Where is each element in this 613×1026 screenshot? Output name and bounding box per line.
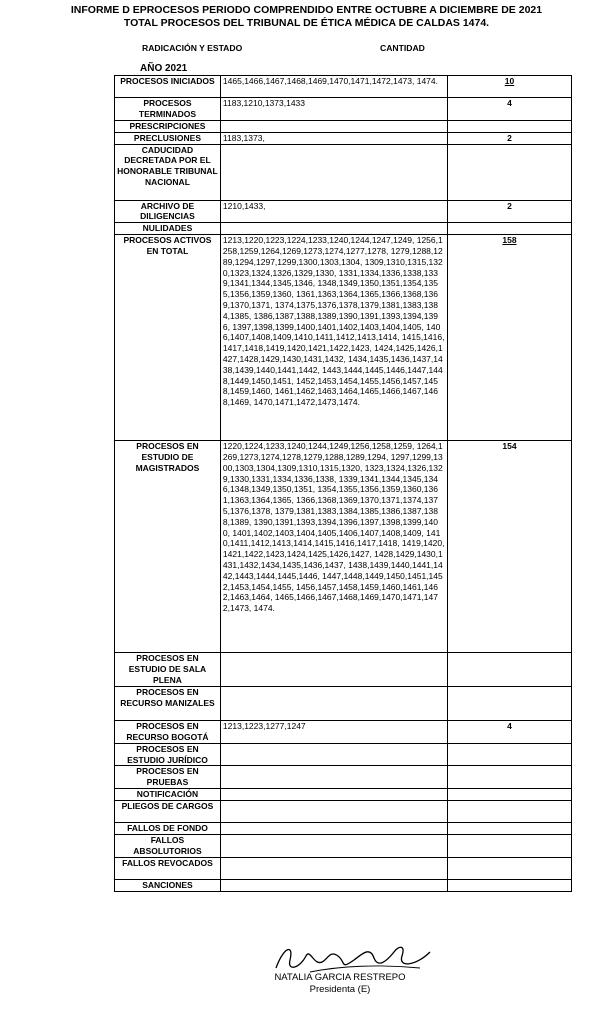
row-label: PROCESOS EN RECURSO MANIZALES (115, 687, 221, 721)
table-row (115, 687, 572, 721)
table-row (115, 800, 572, 822)
row-label: PROCESOS INICIADOS (115, 76, 221, 98)
row-qty: 4 (447, 98, 571, 121)
row-label: CADUCIDAD DECRETADA POR EL HONORABLE TRIBUNAL NACIONAL (115, 144, 221, 200)
table-row (115, 76, 572, 98)
signatory-role: Presidenta (E) (309, 984, 371, 995)
row-label: FALLOS REVOCADOS (115, 857, 221, 879)
row-qty (447, 879, 571, 891)
signatory-name: NATALIA GARCIA RESTREPO (274, 972, 406, 983)
row-label: PRECLUSIONES (115, 132, 221, 144)
table-row (115, 653, 572, 687)
table-row (115, 743, 572, 766)
row-ids: 1210,1433, (220, 200, 447, 223)
row-label: PROCESOS EN ESTUDIO JURÍDICO (115, 743, 221, 766)
row-ids (220, 788, 447, 800)
row-qty (447, 687, 571, 721)
row-qty: 154 (447, 441, 571, 653)
row-qty (447, 834, 571, 857)
table-row (115, 857, 572, 879)
process-table (114, 75, 572, 892)
row-ids: 1183,1373, (220, 132, 447, 144)
row-label: PROCESOS EN PRUEBAS (115, 766, 221, 789)
table-row (115, 223, 572, 235)
table-row (115, 788, 572, 800)
row-qty (447, 743, 571, 766)
row-label: PRESCRIPCIONES (115, 120, 221, 132)
report-title-line1: INFORME D EPROCESOS PERIODO COMPRENDIDO ENTRE OCTUBRE A DICIEMBRE DE 2021 (70, 4, 543, 16)
table-row (115, 235, 572, 441)
row-ids (220, 743, 447, 766)
row-ids (220, 120, 447, 132)
table-row (115, 441, 572, 653)
table-row (115, 144, 572, 200)
row-qty: 2 (447, 132, 571, 144)
row-ids (220, 653, 447, 687)
row-qty: 10 (447, 76, 571, 98)
row-qty (447, 788, 571, 800)
row-ids (220, 687, 447, 721)
row-label: ARCHIVO DE DILIGENCIAS (115, 200, 221, 223)
table-row (115, 200, 572, 223)
row-ids (220, 822, 447, 834)
row-ids: 1465,1466,1467,1468,1469,1470,1471,1472,1473, 1474. (220, 76, 447, 98)
row-ids: 1213,1223,1277,1247 (220, 721, 447, 744)
row-qty (447, 857, 571, 879)
row-qty: 158 (447, 235, 571, 441)
row-qty (447, 653, 571, 687)
row-qty (447, 223, 571, 235)
table-row (115, 98, 572, 121)
report-title-line2: TOTAL PROCESOS DEL TRIBUNAL DE ÉTICA MÉDICA DE CALDAS 1474. (123, 17, 490, 29)
row-label: NULIDADES (115, 223, 221, 235)
table-row (115, 766, 572, 789)
row-qty (447, 800, 571, 822)
row-qty: 4 (447, 721, 571, 744)
row-qty (447, 120, 571, 132)
row-label: PLIEGOS DE CARGOS (115, 800, 221, 822)
row-qty: 2 (447, 200, 571, 223)
row-ids (220, 834, 447, 857)
header-radicacion: RADICACIÓN Y ESTADO (142, 43, 243, 53)
row-ids (220, 800, 447, 822)
row-label: FALLOS ABSOLUTORIOS (115, 834, 221, 857)
table-row (115, 132, 572, 144)
row-label: PROCESOS ACTIVOS EN TOTAL (115, 235, 221, 441)
row-label: PROCESOS EN RECURSO BOGOTÁ (115, 721, 221, 744)
table-row (115, 822, 572, 834)
row-qty (447, 766, 571, 789)
row-ids (220, 857, 447, 879)
row-ids (220, 223, 447, 235)
row-ids: 1220,1224,1233,1240,1244,1249,1256,1258,1259, 1264,1269,1273,1274,1278,1279,1288,1289,1294, 1297,1299,1300,1303,1304,1309,1310,1315,1320, 1323,1324,1326,1329,1330,1331,1334,1336,1338, 1339,1341,1344,1345,1346,1348,1349,1350,1351, 1354,1355,1356,1359,1360,1361,1363,1364,1365, 1366,1368,1369,1370,1371,1374,1375,1376,1378, 1379,1381,1383,1384,1385,1386,1387,1388,1389, 1390,1391,1393,1394,1396,1397,1398,1399,1400, 1401,1402,1403,1404,1405,1406,1407,1408,1409, 1410,1411,1412,1413,1414,1415,1416,1417,1418, 1419,1420,1421,1422,1423,1424,1425,1426,1427, 1428,1429,1430,1431,1432,1434,1435,1436,1437, 1438,1439,1440,1441,1442,1443,1444,1445,1446, 1447,1448,1449,1450,1451,1452,1453,1454,1455, 1456,1457,1458,1459,1460,1461,1462,1463,1464, 1465,1466,1467,1468,1469,1470,1471,1472,1473, 1474. (220, 441, 447, 653)
row-label: PROCESOS EN ESTUDIO DE MAGISTRADOS (115, 441, 221, 653)
row-ids (220, 144, 447, 200)
row-qty (447, 144, 571, 200)
row-label: PROCESOS EN ESTUDIO DE SALA PLENA (115, 653, 221, 687)
row-label: FALLOS DE FONDO (115, 822, 221, 834)
table-row (115, 879, 572, 891)
header-cantidad: CANTIDAD (380, 43, 425, 53)
signature-block (240, 940, 500, 1026)
row-ids: 1213,1220,1223,1224,1233,1240,1244,1247,1249, 1256,1258,1259,1264,1269,1273,1274,1277,1278, 1279,1288,1289,1294,1297,1299,1300,1303,1304, 1309,1310,1315,1320,1323,1324,1326,1329,1330, 1331,1334,1336,1338,1339,1341,1344,1345,1346, 1348,1349,1350,1351,1354,1355,1356,1359,1360, 1361,1363,1364,1365,1366,1368,1369,1370,1371, 1374,1375,1376,1378,1379,1381,1383,1384,1385, 1386,1387,1388,1389,1390,1391,1393,1394,1396, 1397,1398,1399,1400,1401,1402,1403,1404,1405, 1406,1407,1408,1409,1410,1411,1412,1413,1414, 1415,1416,1417,1418,1419,1420,1421,1422,1423, 1424,1425,1426,1427,1428,1429,1430,1431,1432, 1434,1435,1436,1437,1438,1439,1440,1441,1442, 1443,1444,1445,1446,1447,1448,1449,1450,1451, 1452,1453,1454,1455,1456,1457,1458,1459,1460, 1461,1462,1463,1464,1465,1466,1467,1468,1469, 1470,1471,1472,1473,1474. (220, 235, 447, 441)
row-label: PROCESOS TERMINADOS (115, 98, 221, 121)
row-label: SANCIONES (115, 879, 221, 891)
row-ids (220, 879, 447, 891)
table-row (115, 834, 572, 857)
row-ids (220, 766, 447, 789)
row-ids: 1183,1210,1373,1433 (220, 98, 447, 121)
table-row (115, 120, 572, 132)
row-label: NOTIFICACIÓN (115, 788, 221, 800)
year-label: AÑO 2021 (140, 63, 188, 74)
row-qty (447, 822, 571, 834)
table-row (115, 721, 572, 744)
